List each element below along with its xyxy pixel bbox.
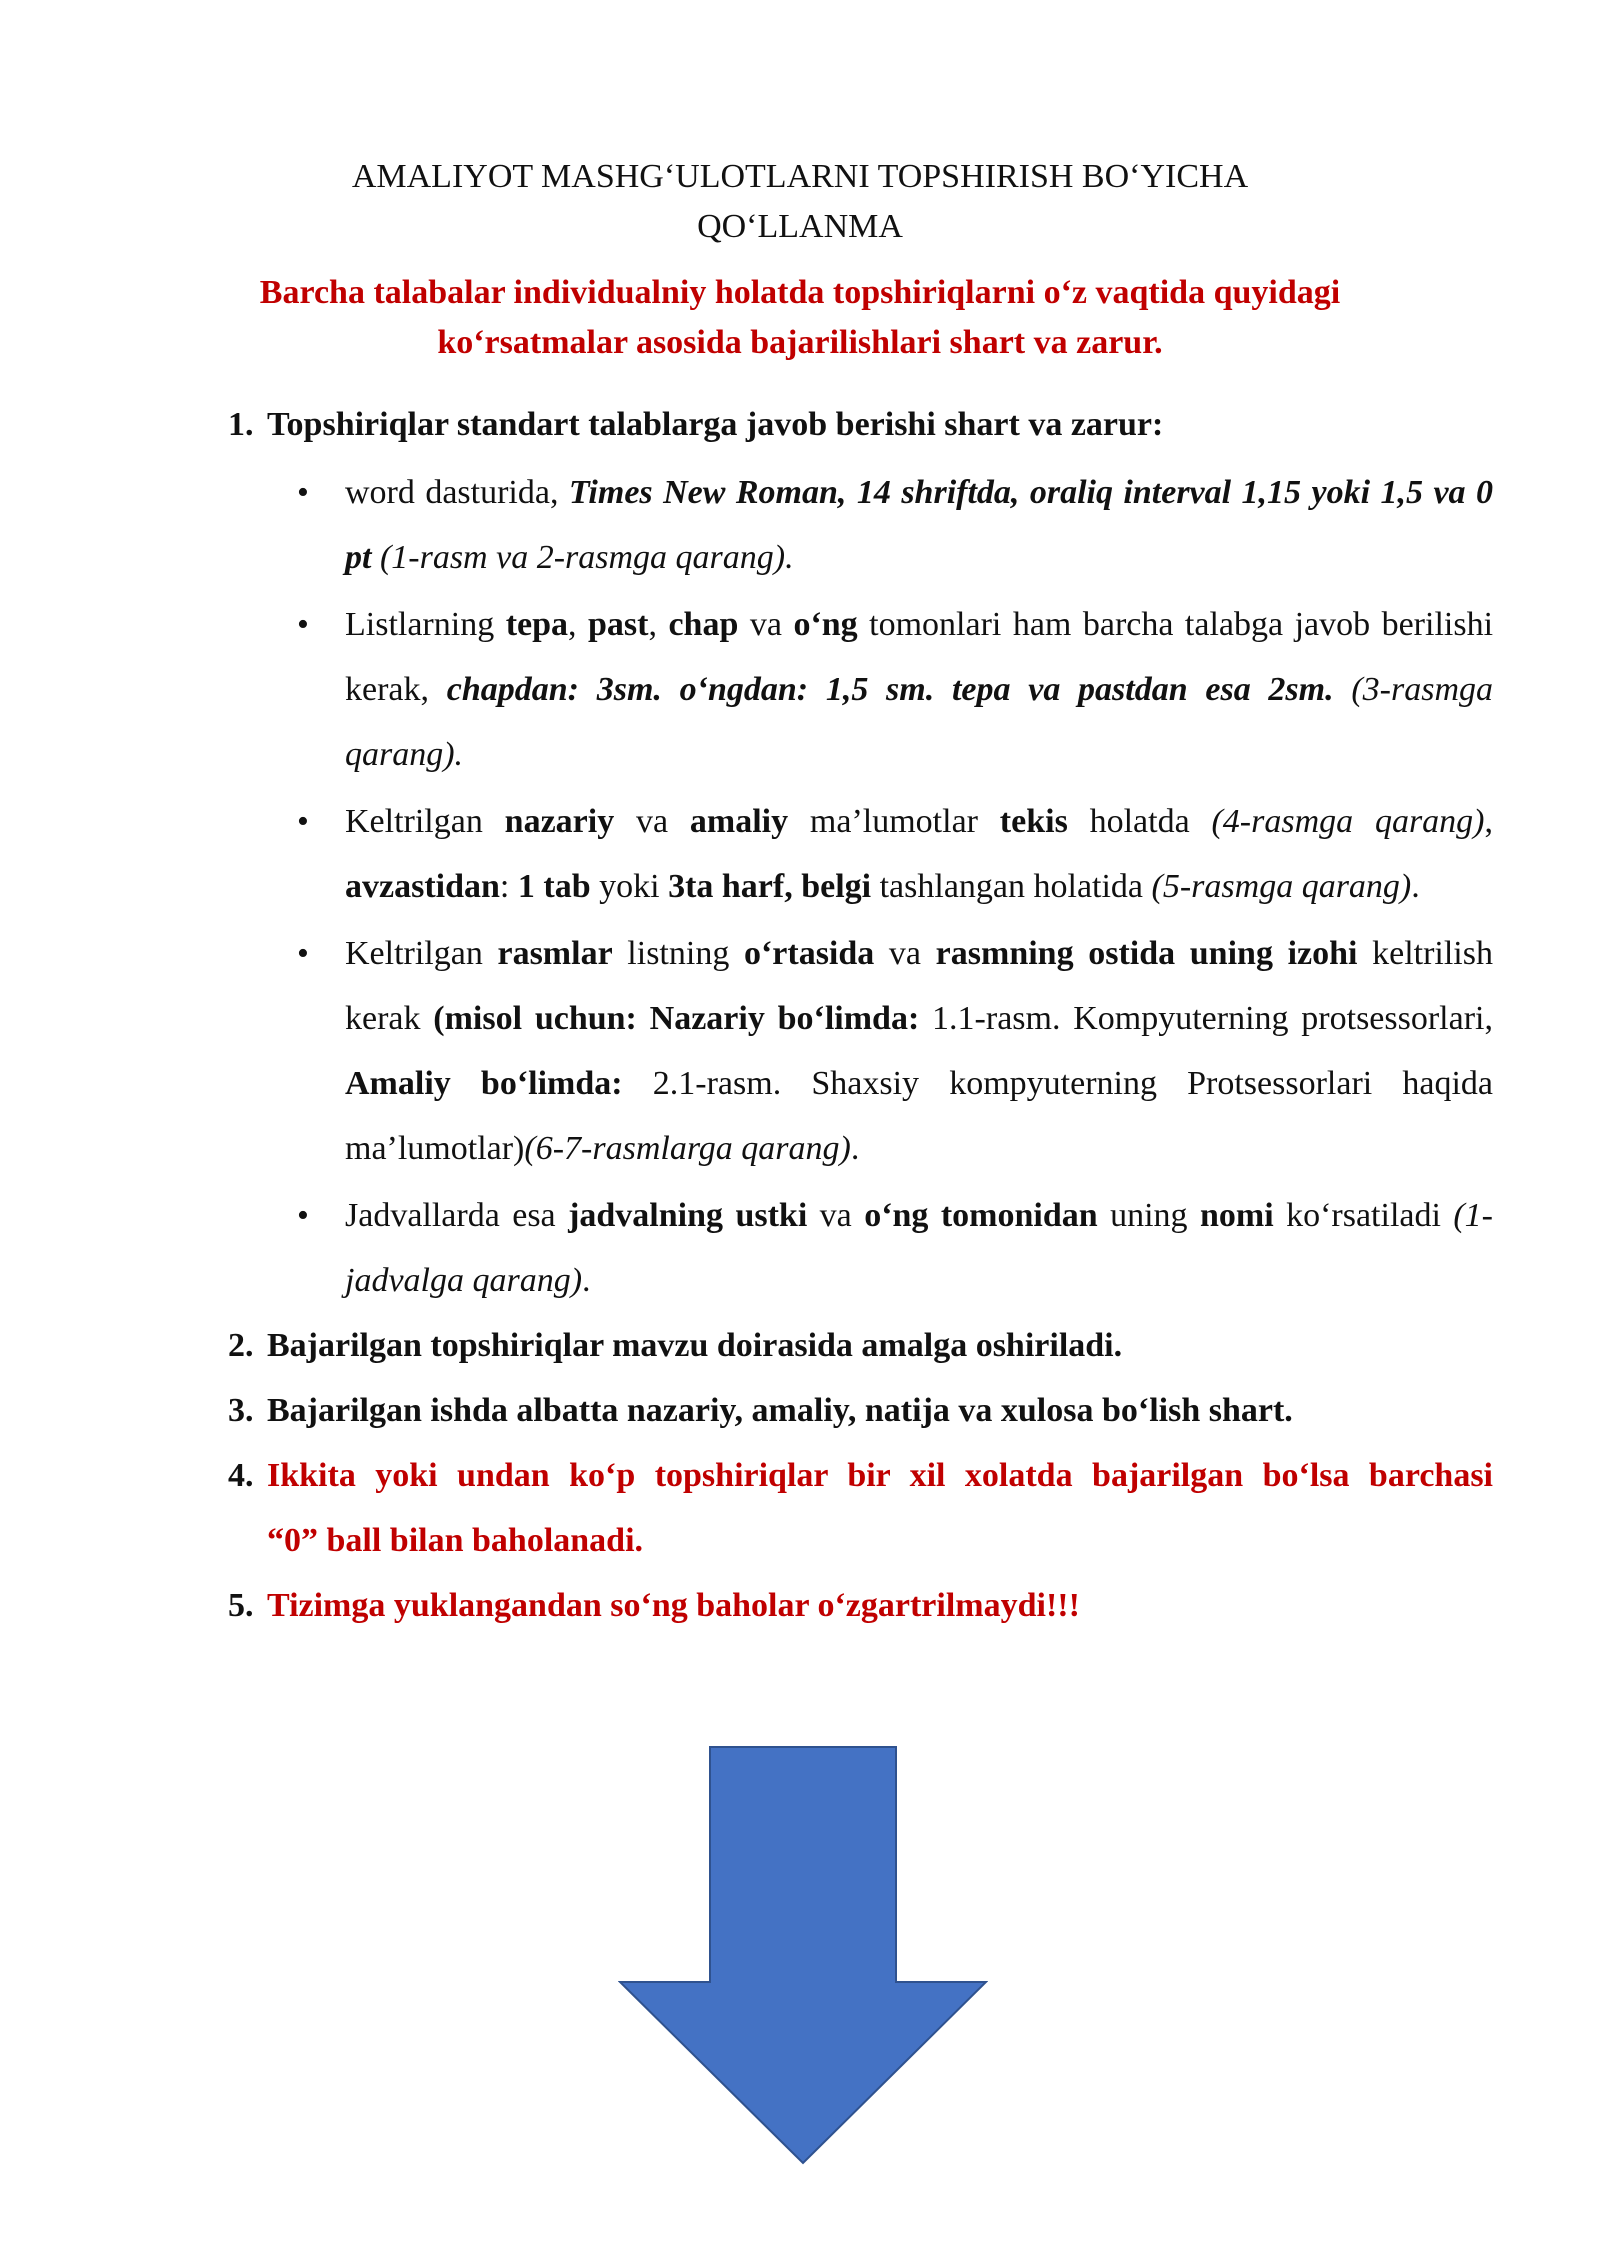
list-item-number: 2. xyxy=(228,1327,254,1364)
bullet-text-run: amaliy xyxy=(689,803,789,840)
bullet-text-run: jadvalning ustki xyxy=(568,1197,808,1234)
bullet-text-run: , xyxy=(648,606,669,643)
list-item-text xyxy=(267,1451,1493,1566)
bullet-text-run: (4-rasmga qarang) xyxy=(1211,803,1485,840)
subtitle-line-2: ko‘rsatmalar asosida bajarilishlari shart va zarur. xyxy=(437,324,1163,361)
list-item-text: Bajarilgan topshiriqlar mavzu doirasida amalga oshiriladi. xyxy=(267,1327,1123,1364)
bullet-text-run: (5-rasmga qarang) xyxy=(1151,868,1412,905)
bullet-text-run: Listlarning xyxy=(345,606,506,643)
bullet-text-run: o‘ng xyxy=(793,606,858,643)
down-arrow-shape xyxy=(620,1747,986,2163)
bullet-text-run: past xyxy=(588,606,649,643)
list-item-4-line-1: Ikkita yoki undan ko‘p topshiriqlar bir xil xolatda bajarilgan bo‘lsa barchasi xyxy=(267,1457,1493,1494)
bullet-text-run: tashlangan holatida xyxy=(871,868,1152,905)
bullet-text-run: Jadvallarda esa xyxy=(345,1197,569,1234)
bullet-text-run: rasmning ostida uning izohi xyxy=(935,935,1358,972)
bullet-text-run: (6-7-rasmlarga qarang) xyxy=(524,1130,851,1167)
bullet-text-run: (misol uchun: Nazariy bo‘limda: xyxy=(433,1000,920,1037)
bullet-text-run: 3ta harf, belgi xyxy=(668,868,872,905)
bullet-text-run: va xyxy=(738,606,794,643)
list-item-text: Bajarilgan ishda albatta nazariy, amaliy, natija va xulosa bo‘lish shart. xyxy=(267,1392,1293,1429)
page-subtitle xyxy=(0,268,1600,368)
bullet-text-run: : xyxy=(499,868,518,905)
bullet-item-tables xyxy=(345,1183,1493,1313)
bullet-text-run: listning xyxy=(612,935,744,972)
list-item-5 xyxy=(228,1581,1493,1631)
bullet-text-run: 2.1-rasm. Shaxsiy kompyuterning Protsessorlari haqida ma’lumotlar) xyxy=(345,1065,1494,1167)
down-arrow-icon xyxy=(618,1745,988,2165)
list-item-4-line-2: “0” ball bilan baholanadi. xyxy=(267,1522,644,1559)
bullet-text-run: chap xyxy=(668,606,739,643)
title-line-1: AMALIYOT MASHG‘ULOTLARNI TOPSHIRISH BO‘YICHA xyxy=(351,158,1249,195)
list-item-text: Topshiriqlar standart talablarga javob berishi shart va zarur: xyxy=(267,406,1164,443)
bullet-text-run: tekis xyxy=(999,803,1068,840)
subtitle-line-1: Barcha talabalar individualniy holatda topshiriqlarni o‘z vaqtida quyidagi xyxy=(259,274,1341,311)
list-item-2 xyxy=(228,1321,1493,1371)
bullet-item-margins xyxy=(345,592,1493,787)
bullet-text-run: yoki xyxy=(590,868,669,905)
instructions-list xyxy=(228,400,1493,1631)
bullet-text-run: . xyxy=(850,1130,860,1167)
bullet-text-run: o‘ng tomonidan xyxy=(864,1197,1098,1234)
bullet-text-run: Times New Roman, 14 shriftda, oraliq interval 1,15 yoki 1,5 va 0 pt xyxy=(345,474,1493,576)
bullet-text-run: Keltrilgan xyxy=(345,935,498,972)
bullet-text-run: va xyxy=(874,935,936,972)
bullet-text-run: 1.1-rasm. Kompyuterning protsessorlari, xyxy=(919,1000,1493,1037)
bullet-text-run: (1-jadvalga qarang) xyxy=(345,1197,1494,1299)
bullet-text-run: nomi xyxy=(1199,1197,1274,1234)
list-item-4 xyxy=(228,1451,1493,1566)
bullet-text-run: , xyxy=(1484,803,1494,840)
list-item-number: 5. xyxy=(228,1587,254,1624)
bullet-text-run: 1 tab xyxy=(517,868,591,905)
requirements-bullets xyxy=(228,460,1493,1313)
list-item-1 xyxy=(228,400,1493,450)
bullet-text-run: chapdan: 3sm. o‘ngdan: 1,5 sm. tepa va pastdan esa 2sm. xyxy=(446,671,1334,708)
bullet-text-run: word dasturida, xyxy=(345,474,569,511)
bullet-text-run: Amaliy bo‘limda: xyxy=(345,1065,623,1102)
list-item-3 xyxy=(228,1386,1493,1436)
bullet-text-run: . xyxy=(582,1262,591,1299)
list-item-number: 1. xyxy=(228,406,254,443)
bullet-text-run: (3-rasmga qarang). xyxy=(345,671,1494,773)
bullet-text-run: holatda xyxy=(1067,803,1212,840)
bullet-text-run: va xyxy=(614,803,690,840)
title-line-2: QO‘LLANMA xyxy=(697,208,903,245)
bullet-text-run: keltrilish kerak xyxy=(345,935,1493,1037)
bullet-item-figures xyxy=(345,921,1493,1181)
bullet-text-run: , xyxy=(568,606,588,643)
bullet-item-alignment xyxy=(345,789,1493,919)
bullet-text-run: (1-rasm va 2-rasmga qarang). xyxy=(371,539,794,576)
bullet-text-run: tepa xyxy=(505,606,569,643)
list-item-text: Tizimga yuklangandan so‘ng baholar o‘zgartrilmaydi!!! xyxy=(267,1587,1080,1624)
bullet-text-run: nazariy xyxy=(504,803,615,840)
bullet-text-run: rasmlar xyxy=(497,935,613,972)
list-item-number: 4. xyxy=(228,1457,254,1494)
bullet-item-font xyxy=(345,460,1493,590)
bullet-text-run: . xyxy=(1411,868,1420,905)
bullet-text-run: tomonlari ham barcha talabga javob berilishi kerak, xyxy=(345,606,1494,708)
bullet-text-run: uning xyxy=(1097,1197,1200,1234)
bullet-text-run: avzastidan xyxy=(345,868,500,905)
bullet-text-run: Keltrilgan xyxy=(345,803,505,840)
list-item-number: 3. xyxy=(228,1392,254,1429)
bullet-text-run: ko‘rsatiladi xyxy=(1273,1197,1454,1234)
bullet-text-run: va xyxy=(807,1197,865,1234)
bullet-text-run: o‘rtasida xyxy=(743,935,875,972)
page-title xyxy=(0,152,1600,252)
bullet-text-run: ma’lumotlar xyxy=(788,803,1000,840)
